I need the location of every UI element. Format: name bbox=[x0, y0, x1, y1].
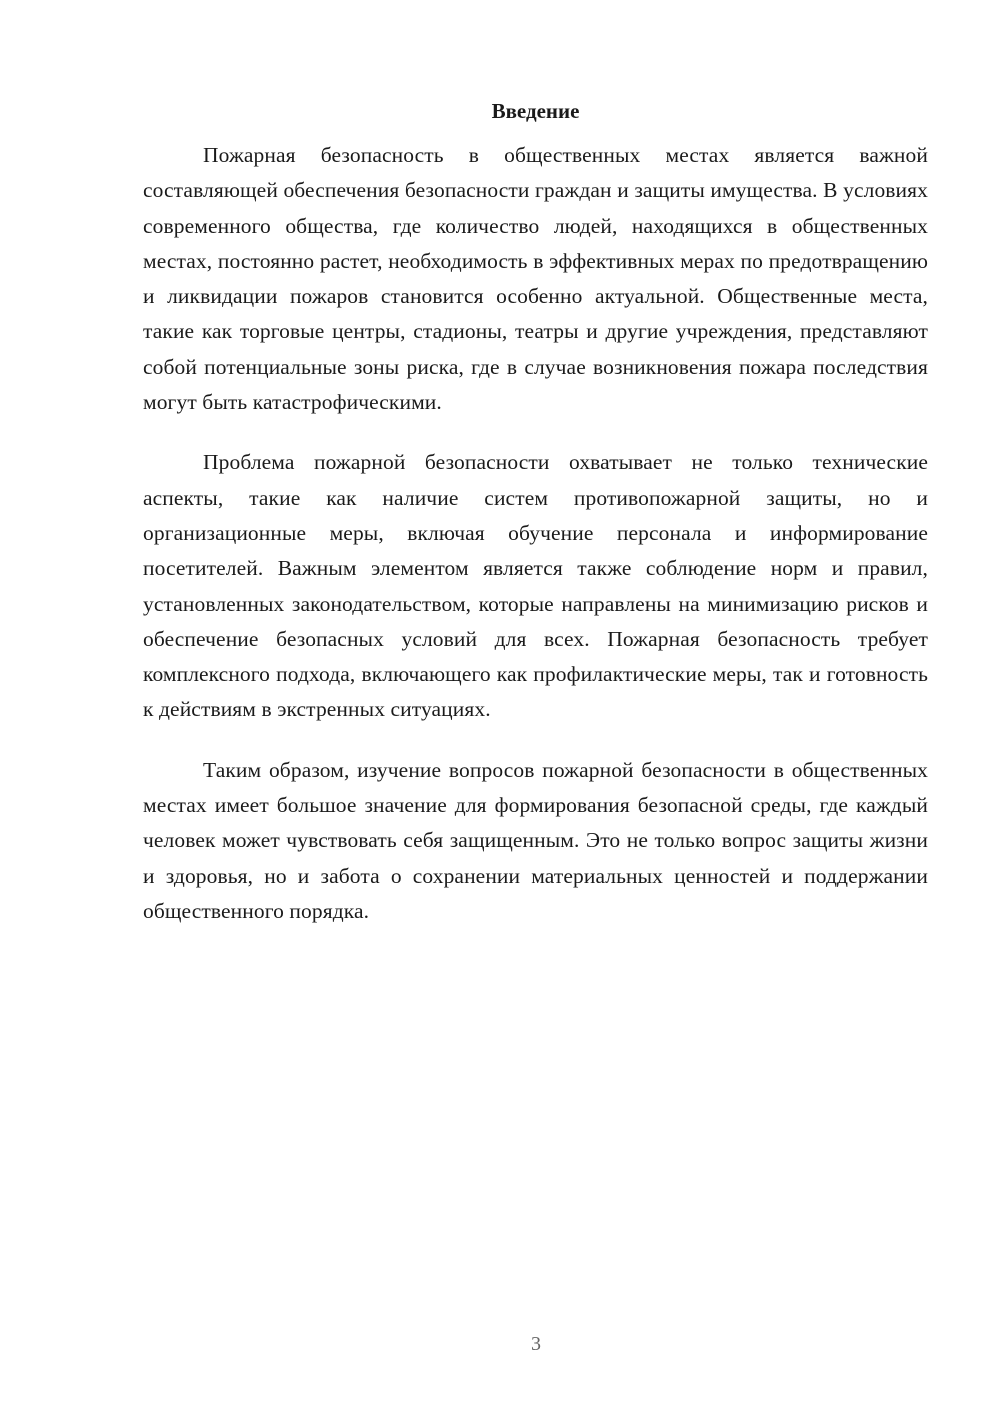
paragraph-1: Пожарная безопасность в общественных местах является важной составляющей обеспечения безопасности граждан и защиты имущества. В условиях современного общества, где количество людей, находящихся в общественных местах, постоянно растет, необходимость в эффективных мерах по предотвращению и ликвидации пожаров становится особенно актуальной. Общественные места, такие как торговые центры, стадионы, театры и другие учреждения, представляют собой потенциальные зоны риска, где в случае возникновения пожара последствия могут быть катастрофическими. bbox=[143, 143, 928, 415]
section-heading: Введение bbox=[491, 99, 580, 123]
paragraph-3: Таким образом, изучение вопросов пожарной безопасности в общественных местах имеет большое значение для формирования безопасной среды, где каждый человек может чувствовать себя защищенным. Это не только вопрос защиты жизни и здоровья, но и забота о сохранении материальных ценностей и поддержании общественного порядка. bbox=[143, 757, 928, 923]
page-content bbox=[143, 96, 928, 954]
page-number: 3 bbox=[531, 1333, 541, 1355]
paragraph-2: Проблема пожарной безопасности охватывает не только технические аспекты, такие как наличие систем противопожарной защиты, но и организационные меры, включая обучение персонала и информирование посетителей. Важным элементом является также соблюдение норм и правил, установленных законодательством, которые направлены на минимизацию рисков и обеспечение безопасных условий для всех. Пожарная безопасность требует комплексного подхода, включающего как профилактические меры, так и готовность к действиям в экстренных ситуациях. bbox=[143, 450, 928, 722]
